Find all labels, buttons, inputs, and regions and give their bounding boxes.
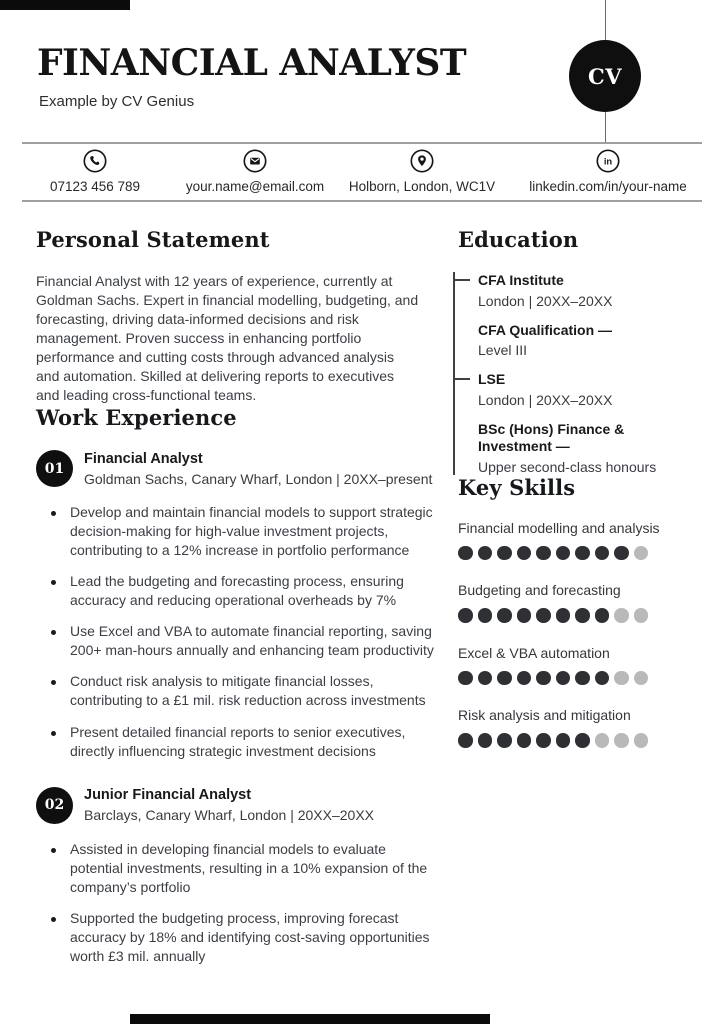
- education-institution: CFA Institute: [478, 272, 564, 288]
- job-bullet: Lead the budgeting and forecasting process, ensuring accuracy and reducing operational overheads by 7%: [70, 572, 436, 610]
- skill-dot: [614, 546, 629, 561]
- phone-number: 07123 456 789: [49, 179, 141, 194]
- personal-statement-heading: Personal Statement: [36, 227, 270, 252]
- job-bullet: Develop and maintain financial models to support strategic decision-making for high-value investment projects, contributing to a 12% increase in portfolio performance: [70, 503, 436, 560]
- skill-label: Financial modelling and analysis: [458, 519, 660, 536]
- skill-dot: [575, 733, 590, 748]
- skill-dot: [556, 608, 571, 623]
- skill-dot: [556, 546, 571, 561]
- skill-dot: [458, 608, 473, 623]
- skill-label: Risk analysis and mitigation: [458, 707, 631, 723]
- skill-dot: [478, 608, 493, 623]
- phone-icon: [83, 149, 107, 173]
- skill-dot: [458, 733, 473, 748]
- timeline-tick: [453, 279, 470, 281]
- job-company-line: Goldman Sachs, Canary Wharf, London | 20XX–present: [84, 470, 433, 487]
- job-number-badge: [36, 450, 73, 487]
- timeline-tick: [453, 378, 470, 380]
- contact-location: [322, 149, 522, 194]
- skill-item: [458, 520, 696, 561]
- skill-item: [458, 707, 696, 748]
- education-entry: [478, 272, 696, 309]
- skill-dot: [614, 671, 629, 686]
- email-icon: [243, 149, 267, 173]
- skill-dot: [575, 546, 590, 561]
- education-detail: Upper second-class honours: [478, 458, 657, 475]
- skill-dot: [634, 546, 649, 561]
- education-detail: London | 20XX–20XX: [478, 391, 613, 408]
- skill-dot: [595, 733, 610, 748]
- education-timeline: [453, 272, 696, 475]
- bottom-black-bar: [130, 1014, 490, 1024]
- linkedin-icon: [596, 149, 620, 173]
- skill-dot: [634, 671, 649, 686]
- job-number: 02: [44, 797, 65, 814]
- skill-dot: [556, 671, 571, 686]
- skill-dot: [575, 608, 590, 623]
- skill-dot: [614, 733, 629, 748]
- education-qualification: CFA Qualification —: [478, 321, 613, 338]
- contact-divider-top: [22, 142, 702, 144]
- skill-dot: [458, 546, 473, 561]
- location-icon: [410, 149, 434, 173]
- right-column: [458, 227, 696, 978]
- skill-dot: [478, 671, 493, 686]
- skill-dot: [497, 733, 512, 748]
- contact-linkedin: [508, 149, 708, 194]
- job-number: 01: [44, 460, 65, 477]
- education-entry: [478, 322, 696, 359]
- job-entry-1: [36, 450, 436, 760]
- cv-logo-text: CV: [587, 63, 622, 89]
- skill-dot: [634, 608, 649, 623]
- education-institution: LSE: [478, 371, 506, 387]
- contact-divider-bottom: [22, 200, 702, 202]
- job-title: Financial Analyst: [84, 450, 203, 467]
- education-entry: [478, 371, 696, 408]
- education-detail: Level III: [478, 342, 528, 358]
- skill-dot: [536, 733, 551, 748]
- job-title: Junior Financial Analyst: [84, 786, 252, 803]
- key-skills-heading: Key Skills: [458, 474, 576, 500]
- job-bullet: Conduct risk analysis to mitigate financial losses, contributing to a £1 mil. risk reduction across investments: [70, 672, 436, 710]
- skill-dot: [517, 733, 532, 748]
- email-address: your.name@email.com: [185, 179, 325, 194]
- skill-dot: [497, 608, 512, 623]
- job-company-line: Barclays, Canary Wharf, London | 20XX–20XX: [84, 807, 375, 824]
- skill-label: Budgeting and forecasting: [458, 582, 621, 598]
- job-number-badge: [36, 787, 73, 824]
- skill-item: [458, 582, 696, 623]
- skill-dot: [536, 546, 551, 561]
- skill-label: Excel & VBA automation: [458, 644, 610, 661]
- top-left-black-bar: [0, 0, 130, 10]
- work-experience-heading: Work Experience: [36, 405, 237, 431]
- personal-statement-body: Financial Analyst with 12 years of experience, currently at Goldman Sachs. Expert in financial modelling, budgeting, and forecasting, driving data-informed decisions and risk management. Proven success in enhancing portfolio performance and cutting costs through advanced analysis and automation. Skilled at delivering reports to executives and leading cross-functional teams.: [36, 273, 419, 404]
- skill-dot: [595, 546, 610, 561]
- skill-rating: [458, 546, 696, 561]
- page-subtitle: Example by CV Genius: [39, 93, 195, 110]
- main-content: [36, 227, 696, 978]
- job-bullet-list: [36, 503, 436, 760]
- job-entry-2: [36, 787, 436, 966]
- svg-text:in: in: [603, 156, 613, 167]
- skill-rating: [458, 733, 696, 748]
- skill-rating: [458, 671, 696, 686]
- job-bullet: Supported the budgeting process, improving forecast accuracy by 18% and identifying cost-saving opportunities worth £3 mil. annually: [70, 909, 436, 966]
- skill-rating: [458, 608, 696, 623]
- skill-dot: [536, 608, 551, 623]
- education-detail: London | 20XX–20XX: [478, 292, 613, 309]
- left-column: [36, 227, 436, 978]
- job-bullet: Use Excel and VBA to automate financial reporting, saving 200+ man-hours annually and enhancing team productivity: [70, 622, 436, 660]
- skill-dot: [595, 671, 610, 686]
- job-header: [36, 787, 436, 824]
- skill-dot: [536, 671, 551, 686]
- education-qualification: BSc (Hons) Finance & Investment —: [478, 420, 625, 454]
- skill-dot: [478, 733, 493, 748]
- skill-dot: [497, 546, 512, 561]
- job-bullet: Assisted in developing financial models to evaluate potential investments, resulting in a 10% expansion of the company’s portfolio: [70, 840, 436, 897]
- skill-dot: [614, 608, 629, 623]
- skill-dot: [634, 733, 649, 748]
- skill-dot: [497, 671, 512, 686]
- skill-dot: [595, 608, 610, 623]
- skill-dot: [517, 608, 532, 623]
- skill-dot: [517, 546, 532, 561]
- job-head-text: [84, 451, 432, 487]
- skill-dot: [575, 671, 590, 686]
- job-bullet-list: [36, 840, 436, 966]
- skill-dot: [517, 671, 532, 686]
- job-bullet: Present detailed financial reports to senior executives, directly influencing strategic investment decisions: [70, 723, 436, 761]
- linkedin-url: linkedin.com/in/your-name: [529, 179, 687, 194]
- location-text: Holborn, London, WC1V: [348, 179, 496, 194]
- cv-logo-badge: [569, 40, 641, 112]
- education-entry: [478, 421, 696, 475]
- page-title: FINANCIAL ANALYST: [37, 42, 467, 84]
- job-head-text: [84, 787, 374, 823]
- skill-dot: [478, 546, 493, 561]
- skill-item: [458, 645, 696, 686]
- skill-dot: [556, 733, 571, 748]
- skill-dot: [458, 671, 473, 686]
- job-header: [36, 450, 436, 487]
- education-heading: Education: [458, 227, 579, 252]
